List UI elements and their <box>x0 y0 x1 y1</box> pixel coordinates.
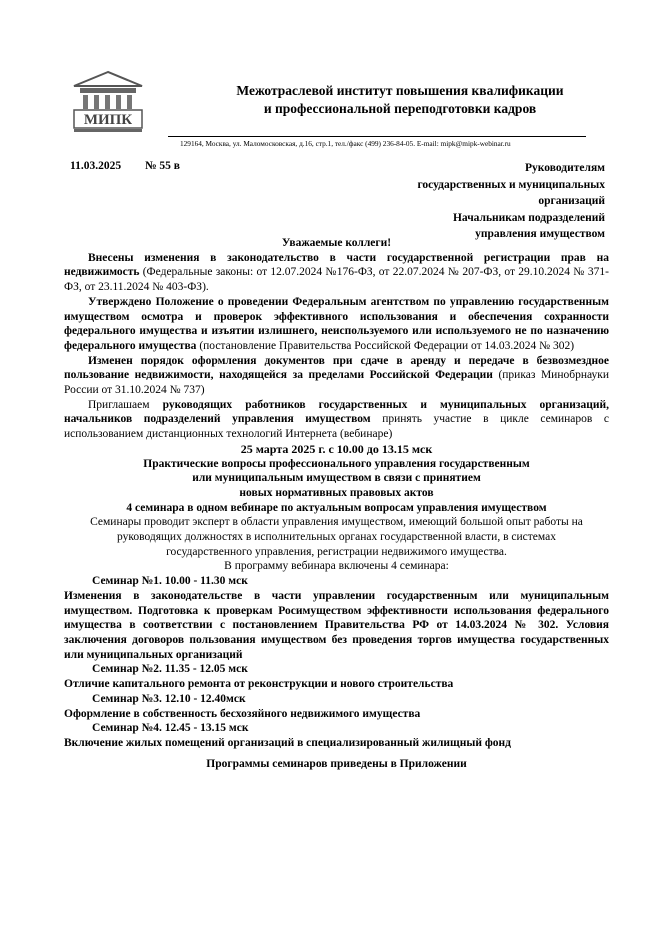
institute-name <box>165 82 635 118</box>
letter-body <box>64 236 609 771</box>
paragraph-bold-text: Утверждено Положение о проведении Федеральным агентством по управлению государственным имуществом осмотра и проверок эффективного использования и обеспечения сохранности федерального имущества и изъятии излишнего, неиспользуемого или используемого не по назначению федерального имущества <box>64 295 609 352</box>
letter-date: 11.03.2025 <box>70 160 122 172</box>
institute-address: 129164, Москва, ул. Маломосковская, д.16, стр.1, тел./факс (499) 236-84-05. E-mail: mipk@mipk-webinar.ru <box>180 139 511 148</box>
event-title-line2: или муниципальным имуществом в связи с принятием <box>192 472 481 485</box>
letterhead-divider <box>168 136 586 137</box>
recipient-line: управления имуществом <box>475 228 605 240</box>
recipient-line: Руководителям <box>525 162 605 174</box>
paragraph-bold-text: руководящих работников государственных и муниципальных организаций, начальников подразделений управления имуществом <box>64 398 610 426</box>
paragraph-text: (постановление Правительства Российской Федерации от 14.03.2024 № 302) <box>196 339 575 352</box>
expert-description: Семинары проводит эксперт в области управления имуществом, имеющий большой опыт работы на руководящих должностях в исполнительных органах государственной власти, в системах государственного управления, регистрации недвижимого имущества. <box>90 516 583 558</box>
institute-name-line2: и профессиональной переподготовки кадров <box>263 101 537 116</box>
event-date-time: 25 марта 2025 г. с 10.00 до 13.15 мск <box>240 441 433 456</box>
seminar-3-topic: Оформление в собственность бесхозяйного недвижимого имущества <box>64 707 421 720</box>
letter-number: № 55 в <box>145 160 181 172</box>
seminar-4-label: Семинар №4. 12.45 - 13.15 мск <box>92 722 249 735</box>
paragraph-text: (приказ Минобрнауки России от 31.10.2024 № 737) <box>64 369 609 397</box>
seminar-2-topic: Отличие капитального ремонта от реконструкции и нового строительства <box>64 678 454 691</box>
recipients-block <box>417 160 605 243</box>
program-intro: В программу вебинара включены 4 семинара: <box>224 560 449 573</box>
seminar-1-label: Семинар №1. 10.00 - 11.30 мск <box>92 575 248 588</box>
institute-name-line1: Межотраслевой институт повышения квалификации <box>236 83 564 98</box>
recipient-line: государственных и муниципальных <box>417 178 605 191</box>
paragraph-text: Приглашаем <box>88 398 163 411</box>
paragraph-registration-changes <box>64 251 609 295</box>
logo-text: МИПК <box>83 112 133 128</box>
paragraph-bold-text: Изменен порядок оформления документов при сдаче в аренду и передаче в безвозмездное пользование недвижимости, находящейся за пределами Российской Федерации <box>64 354 609 382</box>
seminar-1-topic: Изменения в законодательстве в части управлении государственным или муниципальным имуществом. Подготовка к проверкам Росимуществом эффективности использования федерального имущества в соответствии с постановлением Правительства РФ от 14.03.2024 № 302. Условия заключения договоров пользования имуществом без проведения торгов имущества государственных или муниципальных организаций <box>64 589 609 661</box>
recipient-line: Начальникам подразделений <box>452 211 605 224</box>
paragraph-invitation <box>64 398 609 442</box>
institute-logo <box>70 70 146 134</box>
seminar-4-topic: Включение жилых помещений организаций в специализированный жилищный фонд <box>64 736 512 749</box>
paragraph-text: (Федеральные законы: от 12.07.2024 №176-ФЗ, от 22.07.2024 № 207-ФЗ, от 29.10.2024 № 371-ФЗ, от 23.11.2024 № 403-ФЗ). <box>64 266 609 294</box>
seminar-2-label: Семинар №2. 11.35 - 12.05 мск <box>92 663 248 676</box>
event-title-line3: новых нормативных правовых актов <box>239 486 434 499</box>
recipient-line: организаций <box>538 195 605 207</box>
appendix-note: Программы семинаров приведены в Приложении <box>206 757 467 770</box>
greeting: Уважаемые коллеги! <box>281 237 392 249</box>
paragraph-inspection-regulation <box>64 295 609 354</box>
event-subtitle: 4 семинара в одном вебинаре по актуальным вопросам управления имуществом <box>126 501 547 514</box>
paragraph-text: принять участие в цикле семинаров с использованием дистанционных технологий Интернета (вебинаре) <box>64 413 609 441</box>
seminar-3-label: Семинар №3. 12.10 - 12.40мск <box>92 692 246 705</box>
paragraph-lease-procedure <box>64 354 609 398</box>
paragraph-bold-text: Внесены изменения в законодательство в части государственной регистрации прав на недвижимость <box>64 251 609 279</box>
event-title-line1: Практические вопросы профессионального управления государственным <box>143 457 530 470</box>
